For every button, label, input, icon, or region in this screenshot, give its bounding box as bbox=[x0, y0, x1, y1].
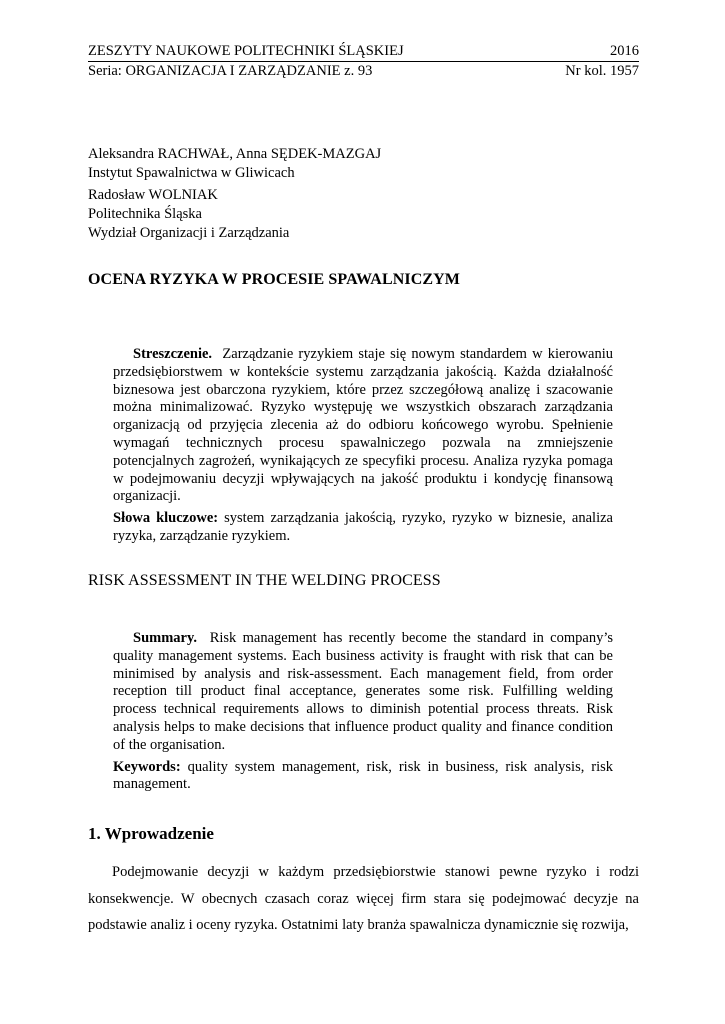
keywords-pl bbox=[113, 510, 613, 546]
body-paragraph: Podejmowanie decyzji w każdym przedsiębiorstwie stanowi pewne ryzyko i rodzi konsekwencje. W obecnych czasach coraz więcej firm stara się podejmować decyzje na podstawie analiz i oceny ryzyka. Ostatnimi laty branża spawalnicza dynamicznie się rozwija, bbox=[88, 864, 639, 933]
abstract-pl-body: Zarządzanie ryzykiem staje się nowym standardem w kierowaniu przedsiębiorstwem w kontekście systemu zarządzania jakością. Każda działalność biznesowa jest obarczona ryzykiem, które przez szczegółową analizę i szacowanie można minimalizować. Ryzyko występuję we wszystkich obszarach zarządzania organizacją od przyjęcia zlecenia aż do odbioru końcowego wyrobu. Spełnienie wymagań technicznych procesu spawalniczego pozwala na zmniejszenie potencjalnych zagrożeń, wynikających ze specyfiki procesu. Analiza ryzyka pomaga w podejmowaniu decyzji wpływających na jakość produktu i kondycję finansową organizacji. bbox=[113, 346, 613, 505]
section-heading: 1. Wprowadzenie bbox=[88, 824, 214, 843]
journal-number: Nr kol. 1957 bbox=[565, 63, 639, 79]
abstract-en-label: Summary. bbox=[133, 630, 198, 646]
author-affiliation: Wydział Organizacji i Zarządzania bbox=[88, 225, 290, 241]
author-affiliation: Politechnika Śląska bbox=[88, 206, 202, 222]
header-row-journal bbox=[88, 42, 639, 62]
abstract-pl-text bbox=[113, 346, 613, 506]
journal-year: 2016 bbox=[610, 43, 639, 59]
keywords-pl-label: Słowa kluczowe: bbox=[113, 510, 219, 527]
paper-title-en: RISK ASSESSMENT IN THE WELDING PROCESS bbox=[88, 572, 441, 589]
author-block bbox=[88, 145, 381, 243]
abstract-pl-label: Streszczenie. bbox=[133, 346, 213, 362]
keywords-en bbox=[113, 759, 613, 795]
author-group-2 bbox=[88, 186, 381, 243]
author-names: Aleksandra RACHWAŁ, Anna SĘDEK-MAZGAJ bbox=[88, 146, 382, 162]
keywords-en-label: Keywords: bbox=[113, 758, 181, 775]
running-header bbox=[88, 42, 639, 81]
header-row-series bbox=[88, 62, 639, 81]
keywords-en-list: quality system management, risk, risk in business, risk analysis, risk management. bbox=[113, 758, 613, 793]
paper-title-pl: OCENA RYZYKA W PROCESIE SPAWALNICZYM bbox=[88, 271, 460, 288]
abstract-en bbox=[113, 630, 613, 794]
author-group-1 bbox=[88, 145, 381, 183]
journal-name: ZESZYTY NAUKOWE POLITECHNIKI ŚLĄSKIEJ bbox=[88, 43, 404, 59]
abstract-en-text bbox=[113, 630, 613, 755]
abstract-pl bbox=[113, 346, 613, 546]
author-affiliation: Instytut Spawalnictwa w Gliwicach bbox=[88, 165, 295, 181]
abstract-en-body: Risk management has recently become the standard in company’s quality management systems. Each business activity is fraught with risk that can be minimised by analysis and risk-assessment. Each management field, from order reception till product final acceptance, generates some risk. Fulfilling welding process technical requirements allows to diminish potential process threats. Risk analysis helps to make decisions that influence product quality and finance condition of the organisation. bbox=[113, 630, 614, 753]
journal-series: Seria: ORGANIZACJA I ZARZĄDZANIE z. 93 bbox=[88, 63, 373, 79]
author-names: Radosław WOLNIAK bbox=[88, 187, 218, 203]
keywords-pl-list: system zarządzania jakością, ryzyko, ryzyko w biznesie, analiza ryzyka, zarządzanie ryzykiem. bbox=[113, 510, 613, 544]
